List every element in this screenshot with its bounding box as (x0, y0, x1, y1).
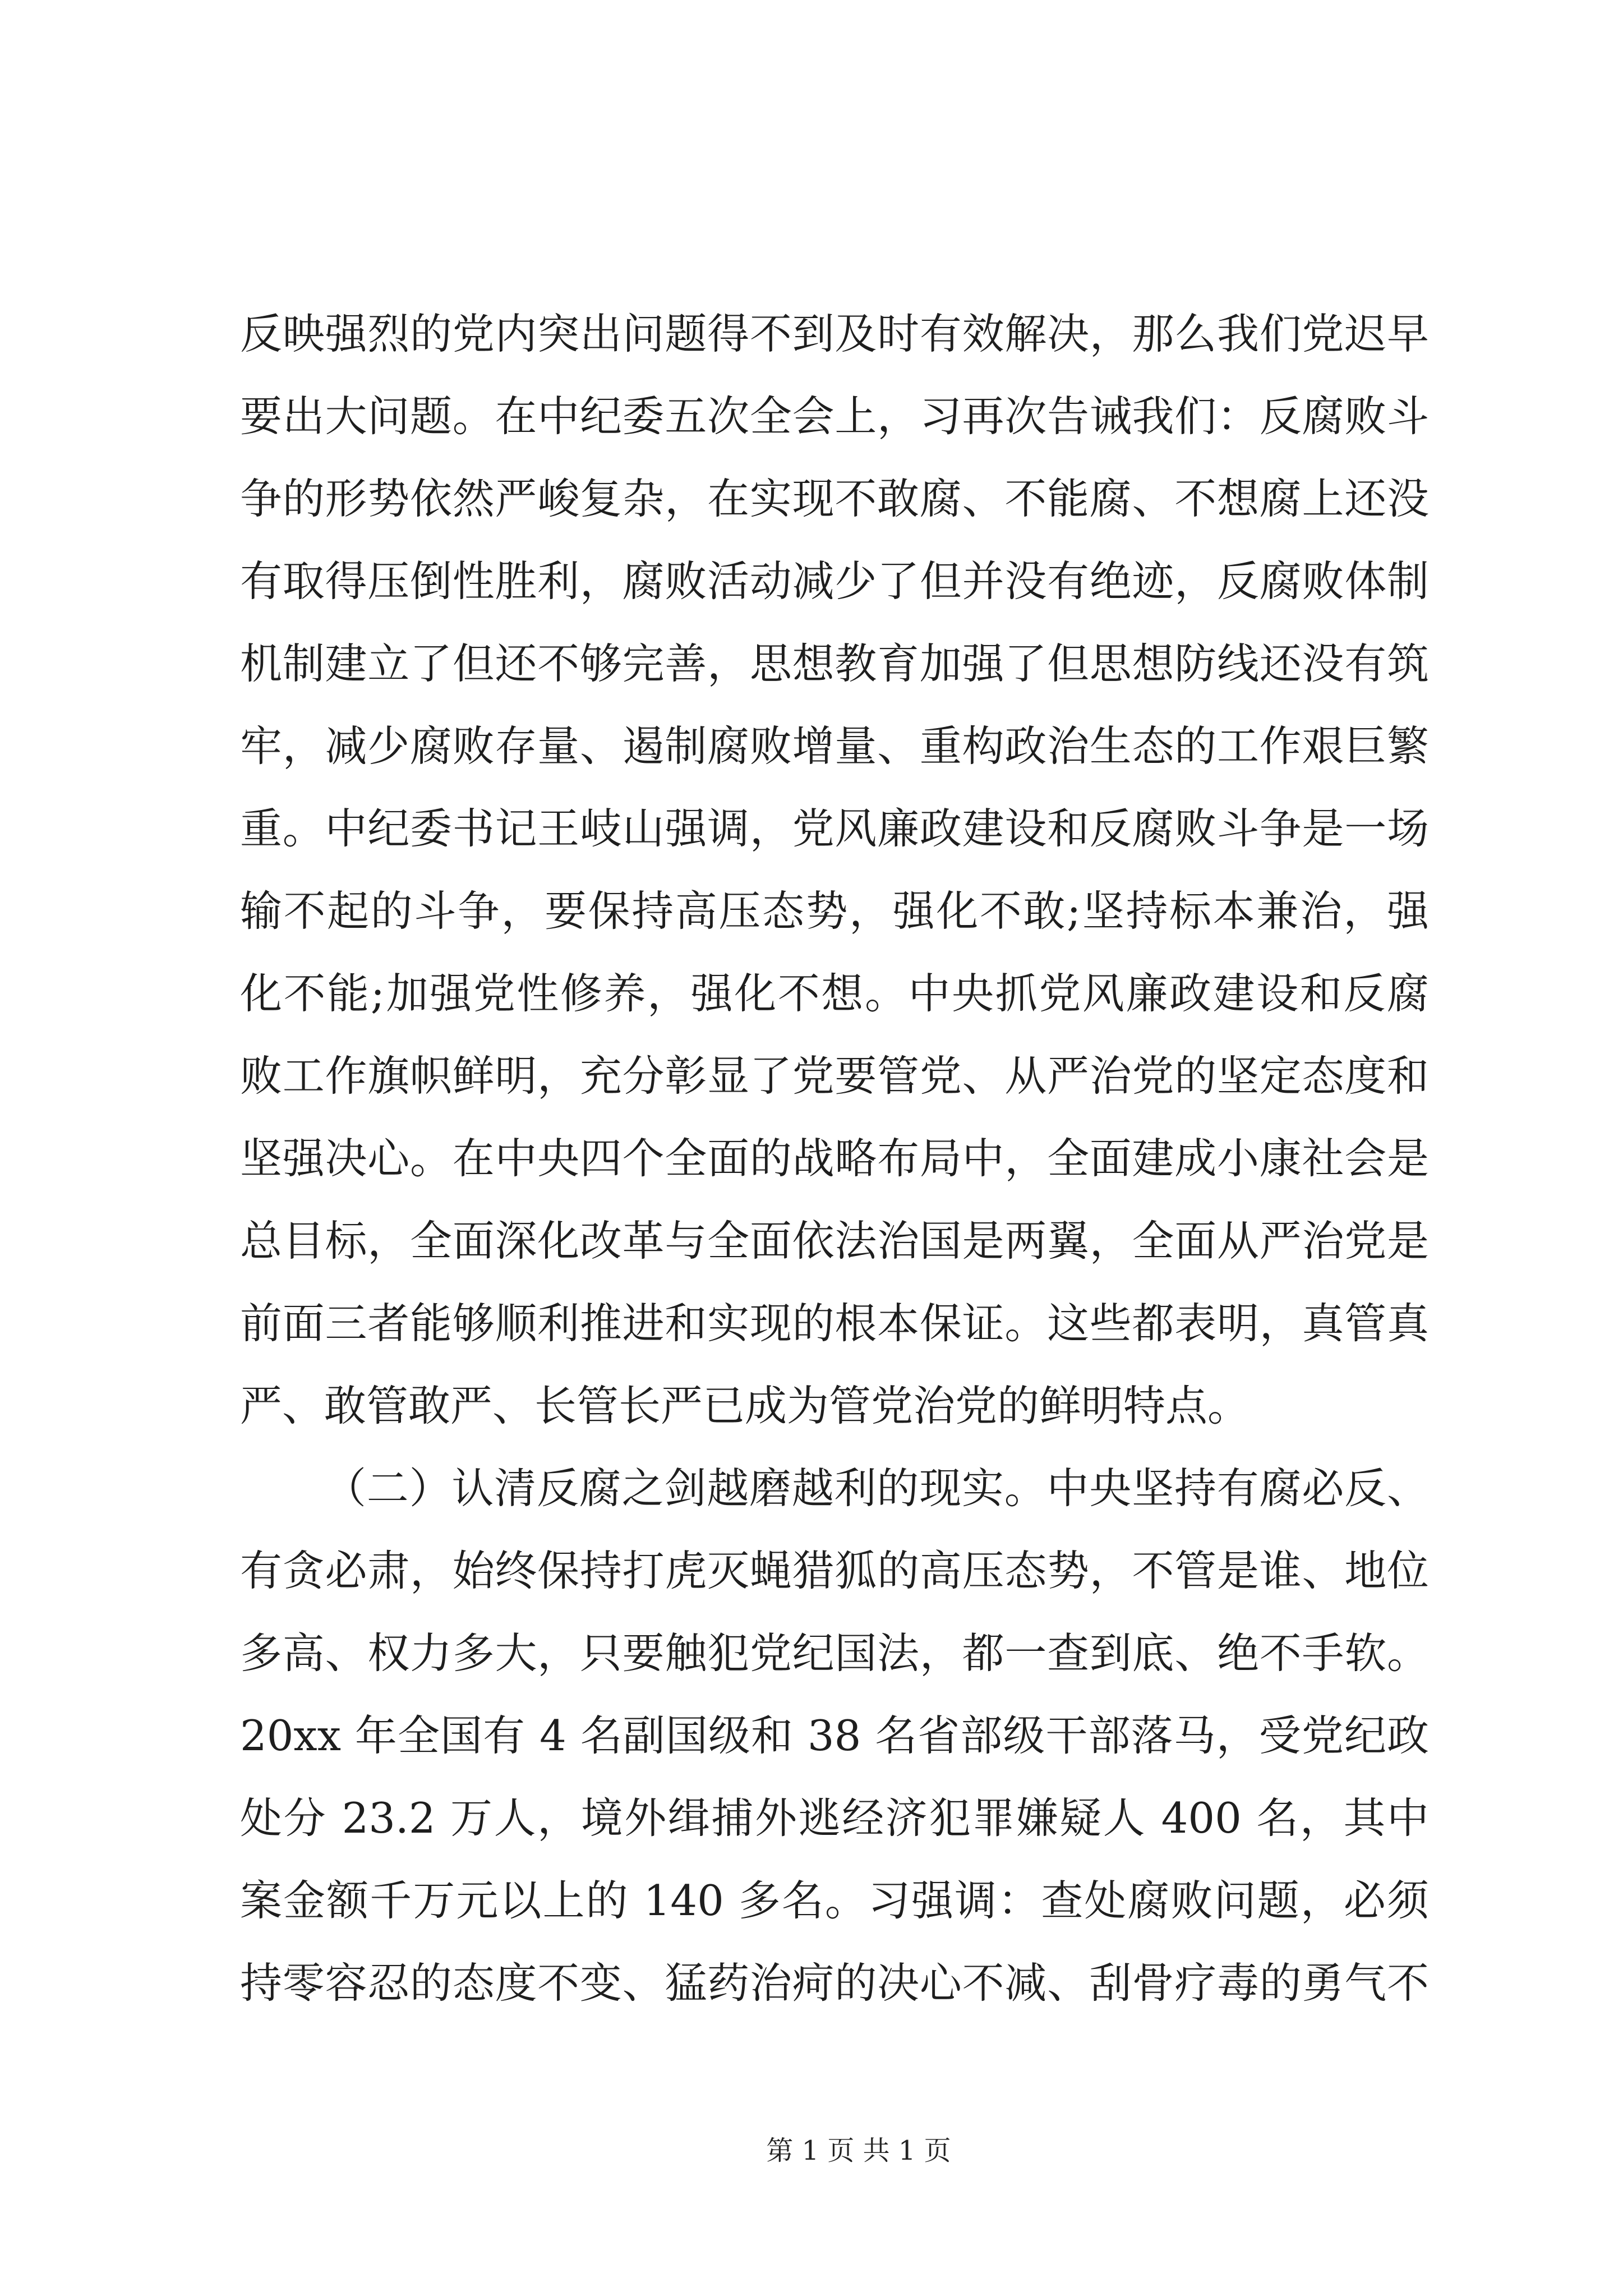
text-line: 案金额千万元以上的 140 多名。习强调：查处腐败问题，必须 (240, 1876, 1429, 1925)
document-body (240, 293, 1429, 2024)
text-line: 前面三者能够顺利推进和实现的根本保证。这些都表明，真管真 (240, 1299, 1429, 1348)
text-line: 20xx 年全国有 4 名副国级和 38 名省部级干部落马，受党纪政 (240, 1711, 1429, 1760)
text-line: 处分 23.2 万人，境外缉捕外逃经济犯罪嫌疑人 400 名，其中 (240, 1793, 1429, 1843)
text-line: 坚强决心。在中央四个全面的战略布局中，全面建成小康社会是 (240, 1134, 1429, 1183)
text-line: 争的形势依然严峻复杂，在实现不敢腐、不能腐、不想腐上还没 (240, 474, 1429, 523)
text-line: 要出大问题。在中纪委五次全会上，习再次告诫我们：反腐败斗 (240, 392, 1429, 441)
text-line: 机制建立了但还不够完善，思想教育加强了但思想防线还没有筑 (240, 639, 1429, 688)
text-line: 有取得压倒性胜利，腐败活动减少了但并没有绝迹，反腐败体制 (240, 556, 1429, 606)
text-line: 牢，减少腐败存量、遏制腐败增量、重构政治生态的工作艰巨繁 (240, 721, 1429, 771)
section-heading-line: （二）认清反腐之剑越磨越利的现实。中央坚持有腐必反、 (324, 1464, 1429, 1513)
page-footer: 第 1 页 共 1 页 (766, 2135, 951, 2166)
text-line: 反映强烈的党内突出问题得不到及时有效解决，那么我们党迟早 (240, 309, 1429, 358)
paragraph-last-line: 严、敢管敢严、长管长严已成为管党治党的鲜明特点。 (240, 1381, 1250, 1430)
text-line: 有贪必肃，始终保持打虎灭蝇猎狐的高压态势，不管是谁、地位 (240, 1546, 1429, 1595)
text-line: 化不能;加强党性修养，强化不想。中央抓党风廉政建设和反腐 (240, 969, 1429, 1018)
text-line: 败工作旗帜鲜明，充分彰显了党要管党、从严治党的坚定态度和 (240, 1051, 1429, 1101)
text-line: 持零容忍的态度不变、猛药治疴的决心不减、刮骨疗毒的勇气不 (240, 1958, 1429, 2008)
text-line: 输不起的斗争，要保持高压态势，强化不敢;坚持标本兼治，强 (240, 886, 1429, 936)
text-line: 多高、权力多大，只要触犯党纪国法，都一查到底、绝不手软。 (240, 1628, 1429, 1678)
text-line: 重。中纪委书记王岐山强调，党风廉政建设和反腐败斗争是一场 (240, 804, 1429, 853)
text-line: 总目标，全面深化改革与全面依法治国是两翼，全面从严治党是 (240, 1216, 1429, 1266)
